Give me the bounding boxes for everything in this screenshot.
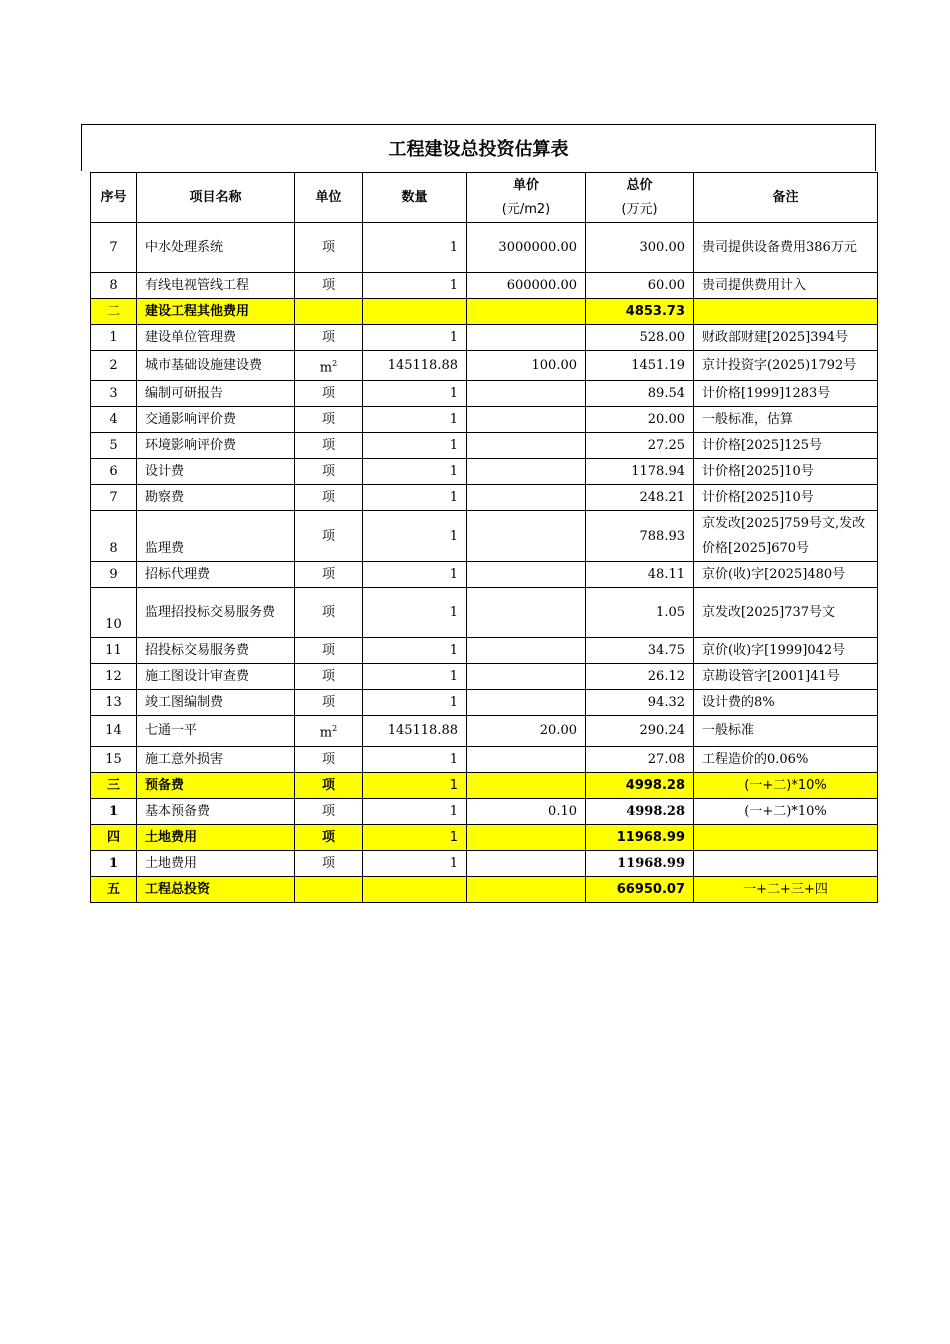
table-row: 12 施工图设计审查费 项 1 26.12 京勘设管字[2001]41号	[91, 664, 878, 690]
table-title: 工程建设总投资估算表	[81, 124, 876, 171]
section-row: 三 预备费 项 1 4998.28 (一+二)*10%	[91, 772, 878, 798]
table-row: 1 土地费用 项 1 11968.99	[91, 850, 878, 876]
header-price: 单价 (元/m2)	[467, 173, 586, 223]
table-row: 6 设计费 项 1 1178.94 计价格[2025]10号	[91, 459, 878, 485]
table-row: 15 施工意外损害 项 1 27.08 工程造价的0.06%	[91, 746, 878, 772]
section-row: 四 土地费用 项 1 11968.99	[91, 824, 878, 850]
header-seq: 序号	[91, 173, 137, 223]
table-row: 13 竣工图编制费 项 1 94.32 设计费的8%	[91, 690, 878, 716]
table-row: 7 中水处理系统 项 1 3000000.00 300.00 贵司提供设备费用386万元	[91, 223, 878, 273]
table-row: 5 环境影响评价费 项 1 27.25 计价格[2025]125号	[91, 433, 878, 459]
table-row: 11 招投标交易服务费 项 1 34.75 京价(收)字[1999]042号	[91, 638, 878, 664]
table-row: 1 基本预备费 项 1 0.10 4998.28 (一+二)*10%	[91, 798, 878, 824]
table-row: 10 监理招投标交易服务费 项 1 1.05 京发改[2025]737号文	[91, 588, 878, 638]
header-unit: 单位	[295, 173, 363, 223]
table-row: 7 勘察费 项 1 248.21 计价格[2025]10号	[91, 485, 878, 511]
table-row: 1 建设单位管理费 项 1 528.00 财政部财建[2025]394号	[91, 325, 878, 351]
section-row: 五 工程总投资 66950.07 一+二+三+四	[91, 876, 878, 902]
table-row: 14 七通一平 $m^2$ 145118.88 20.00 290.24 一般标准	[91, 716, 878, 746]
table-row: 4 交通影响评价费 项 1 20.00 一般标准，估算	[91, 407, 878, 433]
section-row: 二 建设工程其他费用 4853.73	[91, 299, 878, 325]
header-row	[91, 173, 878, 223]
header-qty: 数量	[363, 173, 467, 223]
table-row: 9 招标代理费 项 1 48.11 京价(收)字[2025]480号	[91, 562, 878, 588]
investment-estimate-table	[90, 172, 878, 903]
table-row: 8 监理费 项 1 788.93 京发改[2025]759号文,发改价格[2025]670号	[91, 511, 878, 562]
header-name: 项目名称	[137, 173, 295, 223]
header-total: 总价 (万元)	[586, 173, 694, 223]
table-row: 8 有线电视管线工程 项 1 600000.00 60.00 贵司提供费用计入	[91, 273, 878, 299]
header-note: 备注	[694, 173, 878, 223]
table-row: 3 编制可研报告 项 1 89.54 计价格[1999]1283号	[91, 381, 878, 407]
table-row: 2 城市基础设施建设费 $m^2$ 145118.88 100.00 1451.19 京计投资字(2025)1792号	[91, 351, 878, 381]
